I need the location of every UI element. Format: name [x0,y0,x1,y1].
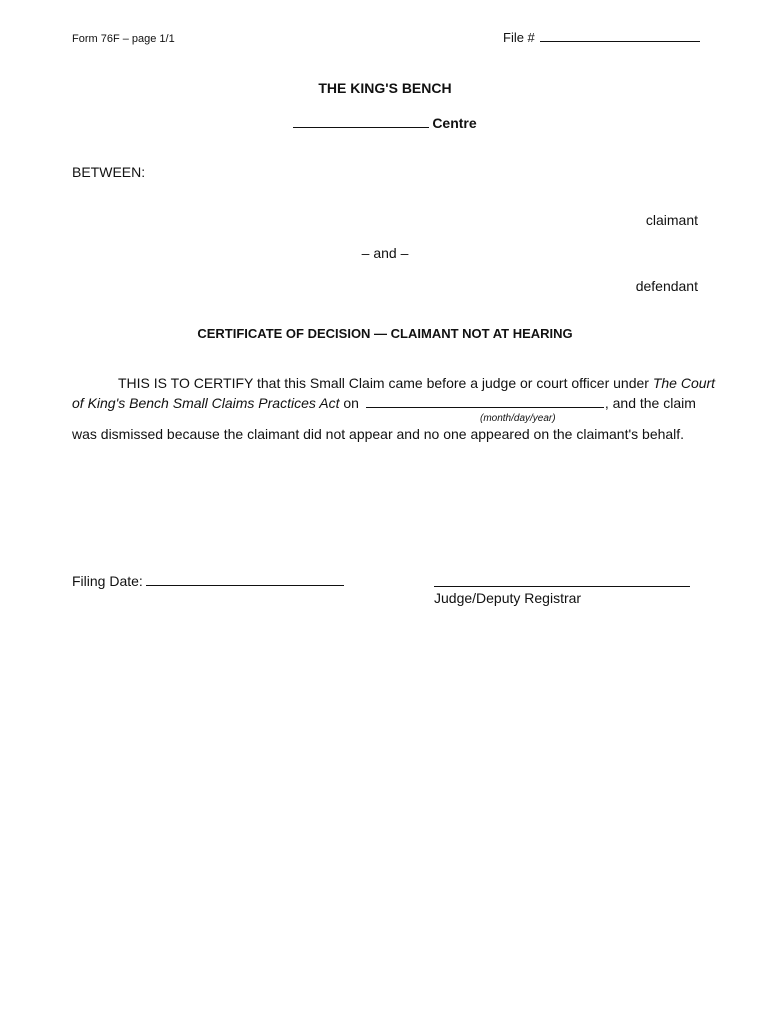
certificate-body-line-3: was dismissed because the claimant did not appear and no one appeared on the claimant's behalf. [72,426,685,442]
filing-date-field [72,573,344,589]
form-identifier: Form 76F – page 1/1 [72,33,175,45]
file-number-field [503,30,700,45]
centre-blank[interactable] [293,114,429,128]
file-number-blank[interactable] [540,30,700,42]
date-format-hint: (month/day/year) [480,413,556,424]
centre-field [0,114,770,131]
signature-line[interactable] [434,586,690,587]
filing-date-label: Filing Date: [72,573,143,589]
on-text: on [339,395,363,411]
defendant-label: defendant [635,278,698,294]
court-title: THE KING'S BENCH [318,80,452,96]
filing-date-blank[interactable] [146,573,344,586]
signature-label: Judge/Deputy Registrar [434,590,582,606]
after-date-text: , and the claim [604,395,696,411]
file-number-label: File # [503,30,535,45]
claimant-label: claimant [645,212,698,228]
hearing-date-blank[interactable] [366,395,604,408]
certificate-body-line-2 [72,395,696,411]
certificate-body-line-1 [118,375,715,391]
act-name-part-1: The Court [652,375,716,391]
and-separator: – and – [361,245,409,261]
between-label: BETWEEN: [72,164,146,180]
act-name-part-2: of King's Bench Small Claims Practices Act [72,395,340,411]
centre-label: Centre [432,115,477,131]
certify-text: THIS IS TO CERTIFY that this Small Claim came before a judge or court officer under [118,375,653,391]
certificate-title: CERTIFICATE OF DECISION — CLAIMANT NOT AT HEARING [197,326,573,341]
